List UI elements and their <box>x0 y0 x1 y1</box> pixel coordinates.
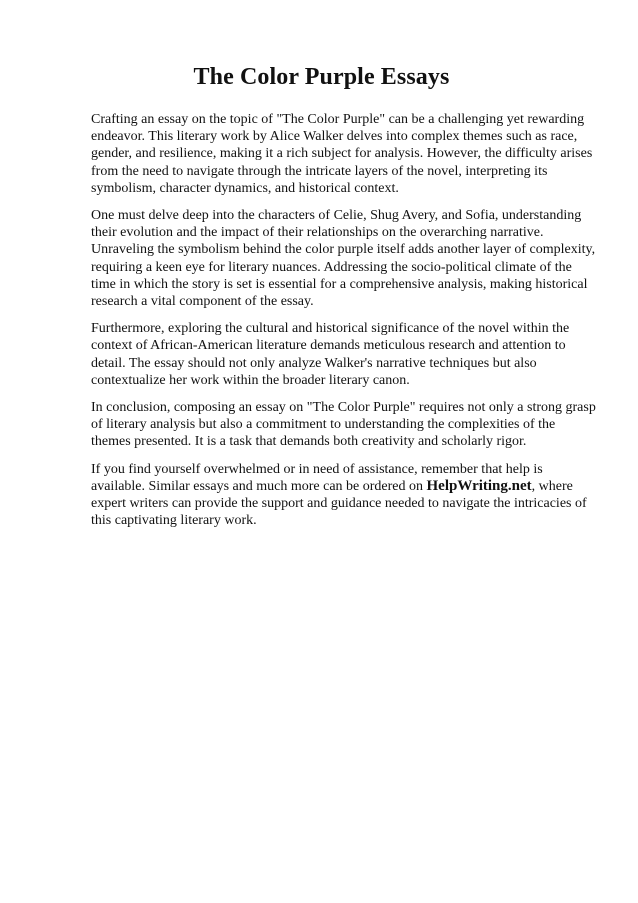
page-title: The Color Purple Essays <box>193 64 450 90</box>
closing-text-before-link: If you find yourself overwhelmed or in need of assistance, remember that help is available. Similar essays and much more can be ordered on <box>91 461 543 494</box>
paragraph-closing <box>91 461 598 530</box>
closing-text-after-link: , where expert writers can provide the support and guidance needed to navigate the intricacies of this captivating literary work. <box>91 478 587 529</box>
helpwriting-link[interactable]: HelpWriting.net <box>426 477 532 494</box>
paragraph-characters: One must delve deep into the characters of Celie, Shug Avery, and Sofia, understanding their evolution and the impact of their relationships on the overarching narrative. Unraveling the symbolism behind the color purple itself adds another layer of complexity, requiring a keen eye for literary nuances. Addressing the socio-political climate of the time in which the story is set is essential for a comprehensive analysis, making historical research a vital component of the essay. <box>91 208 596 310</box>
paragraph-cultural-context: Furthermore, exploring the cultural and historical significance of the novel within the context of African-American literature demands meticulous research and attention to detail. The essay should not only analyze Walker's narrative techniques but also contextualize her work within the broader literary canon. <box>91 321 570 388</box>
paragraph-conclusion: In conclusion, composing an essay on "The Color Purple" requires not only a strong grasp of literary analysis but also a commitment to understanding the complexities of the themes presented. It is a task that demands both creativity and scholarly rigor. <box>91 400 596 450</box>
paragraph-intro: Crafting an essay on the topic of "The Color Purple" can be a challenging yet rewarding endeavor. This literary work by Alice Walker delves into complex themes such as race, gender, and resilience, making it a rich subject for analysis. However, the difficulty arises from the need to navigate through the intricate layers of the novel, interpreting its symbolism, character dynamics, and historical context. <box>91 112 593 196</box>
